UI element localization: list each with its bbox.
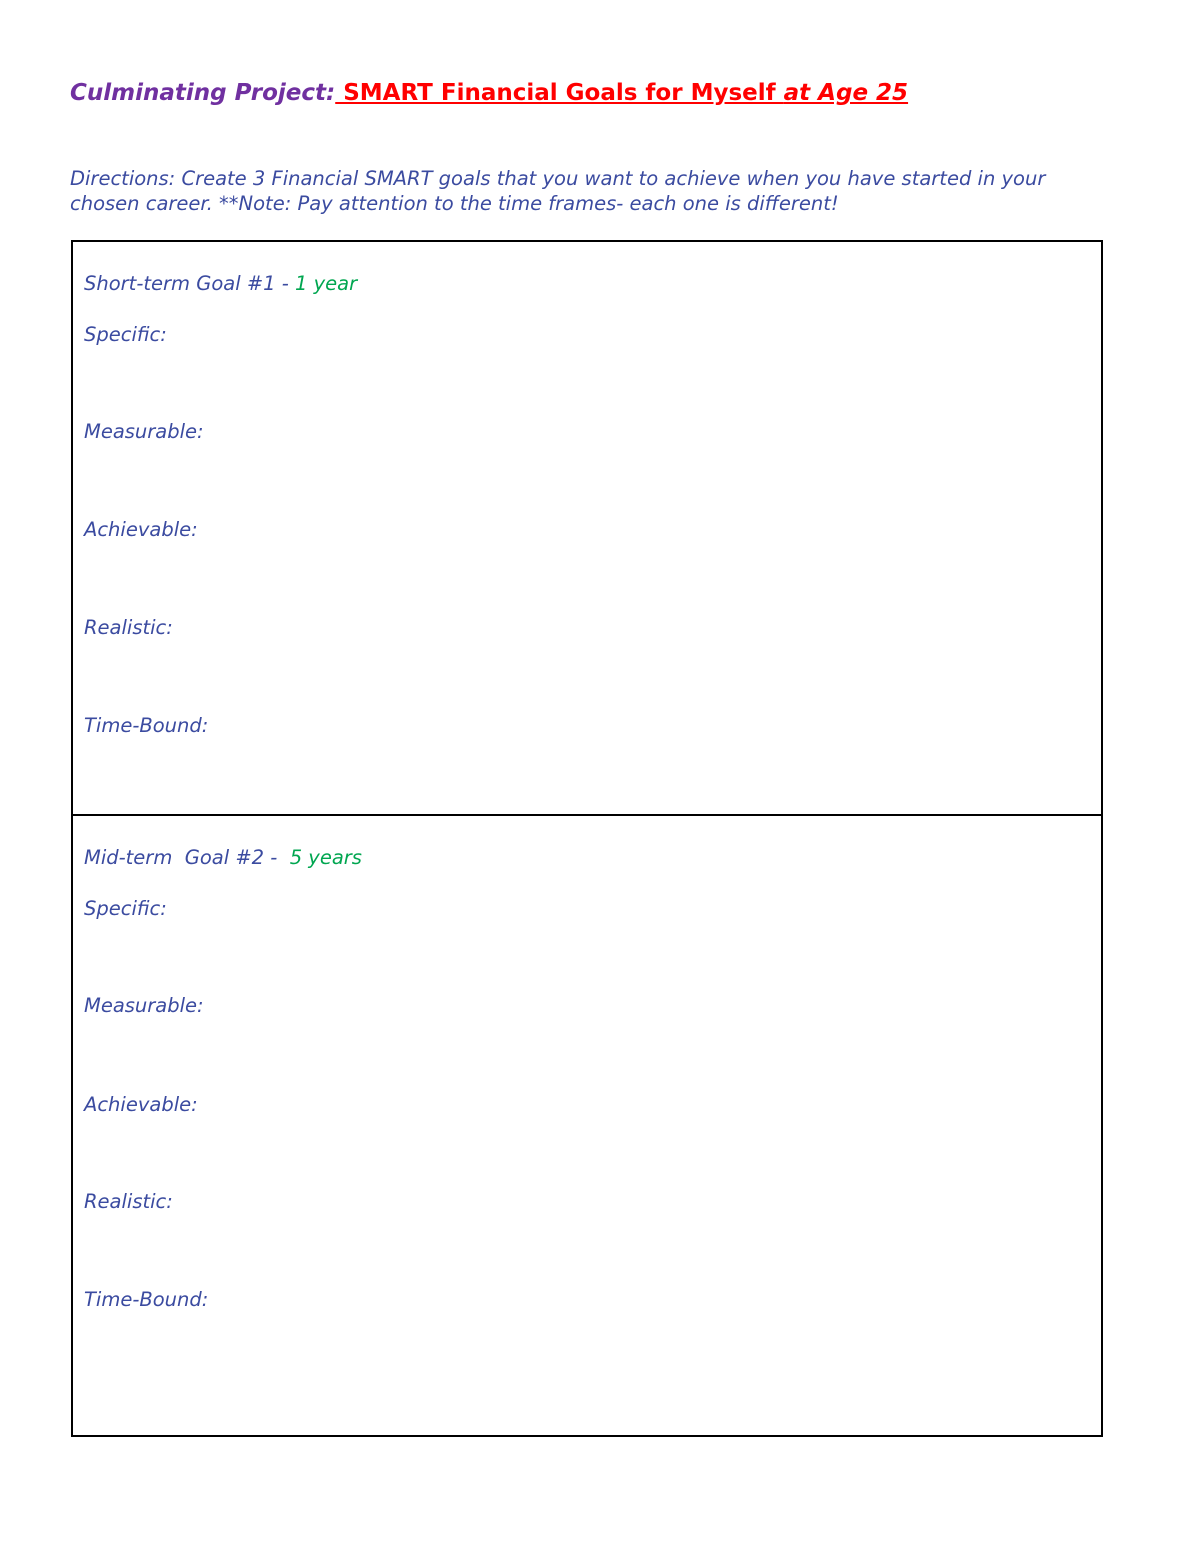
title-main-text: SMART Financial Goals for Myself bbox=[335, 80, 784, 106]
field-achievable: Achievable: bbox=[84, 518, 198, 541]
document-title bbox=[70, 78, 908, 108]
directions-text: Directions: Create 3 Financial SMART goals that you want to achieve when you have started in your chosen career. **Note: Pay attention to the time frames- each one is different! bbox=[70, 167, 1046, 215]
field-achievable: Achievable: bbox=[84, 1093, 198, 1116]
title-main bbox=[335, 80, 908, 106]
goal-heading-label: Short-term Goal #1 - bbox=[84, 272, 296, 295]
field-measurable: Measurable: bbox=[84, 994, 204, 1017]
goal-timeframe: 1 year bbox=[295, 272, 358, 295]
field-specific: Specific: bbox=[84, 897, 167, 920]
goal-box-short-term bbox=[71, 240, 1103, 816]
title-prefix: Culminating Project: bbox=[70, 80, 336, 106]
goal-heading-label: Mid-term Goal #2 - bbox=[84, 846, 290, 869]
goal-box-mid-term bbox=[71, 814, 1103, 1437]
field-specific: Specific: bbox=[84, 323, 167, 346]
goal-heading bbox=[84, 845, 362, 871]
field-time-bound: Time-Bound: bbox=[84, 1288, 209, 1311]
field-time-bound: Time-Bound: bbox=[84, 714, 209, 737]
goal-heading bbox=[84, 271, 357, 297]
goal-timeframe: 5 years bbox=[289, 846, 362, 869]
field-realistic: Realistic: bbox=[84, 1190, 173, 1213]
title-main-italic: at Age 25 bbox=[783, 80, 909, 106]
field-measurable: Measurable: bbox=[84, 420, 204, 443]
field-realistic: Realistic: bbox=[84, 616, 173, 639]
